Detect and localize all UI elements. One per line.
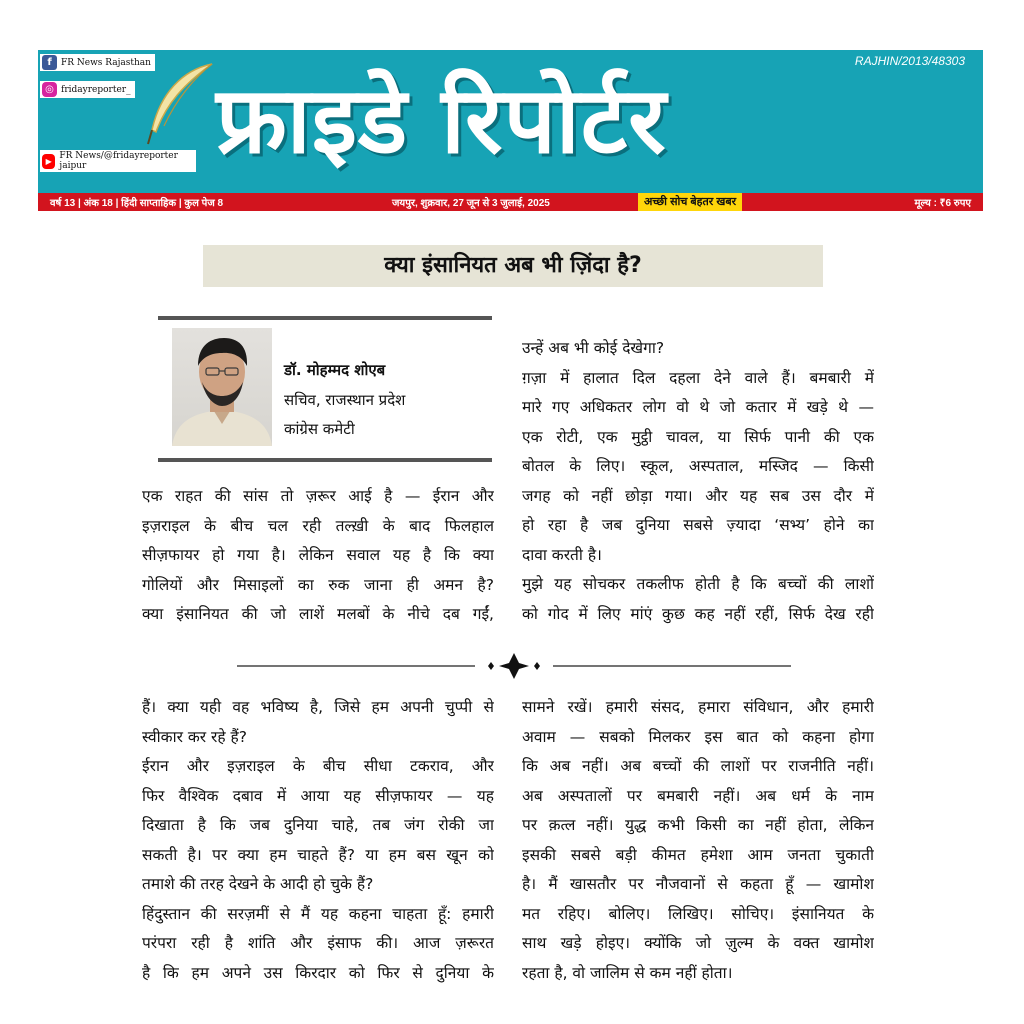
text-line: मुझे यह सोचकर तकलीफ होती है कि बच्चों की लाशों <box>522 575 874 593</box>
author-organization: कांग्रेस कमेटी <box>284 420 355 438</box>
instagram-link[interactable] <box>40 81 135 98</box>
author-photo <box>172 328 272 446</box>
article-headline: क्या इंसानियत अब भी ज़िंदा है? <box>203 245 823 287</box>
issue-info: वर्ष 13 | अंक 18 | हिंदी साप्ताहिक | कुल पेज 8 <box>50 198 224 209</box>
text-line: दावा करती है। <box>522 545 602 564</box>
text-line: है कि हम अपने उस किरदार को फिर से दुनिया के <box>142 963 494 982</box>
date-line: जयपुर, शुक्रवार, 27 जून से 3 जुलाई, 2025 <box>392 198 550 209</box>
text-line: ईरान और इज़राइल के बीच सीधा टकराव, और <box>142 757 494 775</box>
quill-icon <box>142 60 216 146</box>
text-line: उन्हें अब भी कोई देखेगा? <box>522 339 665 357</box>
article-column-4 <box>522 693 874 988</box>
text-line: इज़राइल के बीच चल रही तल्ख़ी के बाद फिलहाल <box>142 516 494 535</box>
text-line: साथ खड़े होइए। क्योंकि जो ज़ुल्म के वक्त खामोश <box>522 934 874 952</box>
text-line: अवाम — सबको मिलकर इस बात को कहना होगा <box>522 727 874 746</box>
text-line: तमाशे की तरह देखने के आदी हो चुके हैं? <box>142 875 374 893</box>
author-name: डॉ. मोहम्मद शोएब <box>284 361 386 379</box>
instagram-label: fridayreporter_ <box>61 84 131 95</box>
instagram-icon: ◎ <box>42 82 57 97</box>
text-line: हिंदुस्तान की सरज़मीं से मैं यह कहना चाहता हूँ: हमारी <box>142 904 494 923</box>
text-line: स्वीकार कर रहे हैं? <box>142 727 247 746</box>
text-line: गोलियों और मिसाइलों का रुक जाना ही अमन है? <box>142 575 494 594</box>
facebook-icon: f <box>42 55 57 70</box>
text-line: एक राहत की सांस तो ज़रूर आई है — ईरान और <box>142 487 494 505</box>
facebook-link[interactable] <box>40 54 155 71</box>
text-line: को गोद में लिए मांएं कुछ कह नहीं रहीं, सिर्फ देख रही <box>522 604 874 623</box>
article-column-1 <box>142 482 494 630</box>
text-line: कि अब नहीं। अब बच्चों की लाशों पर राजनीति नहीं। <box>522 757 874 775</box>
registration-number: RAJHIN/2013/48303 <box>854 54 965 68</box>
masthead-banner <box>38 50 983 193</box>
text-line: हैं। क्या यही वह भविष्य है, जिसे हम अपनी चुप्पी से <box>142 698 494 716</box>
price-label: मूल्य : ₹6 रुपए <box>914 198 971 209</box>
facebook-label: FR News Rajasthan <box>61 57 151 68</box>
youtube-label: FR News/@fridayreporter jaipur <box>59 151 178 171</box>
text-line: सीज़फायर हो गया है। लेकिन सवाल यह है कि क्या <box>142 546 494 564</box>
article-column-2 <box>522 334 874 629</box>
text-line: सकती है। पर क्या हम चाहते हैं? या हम बस खून को <box>142 845 494 864</box>
author-title: सचिव, राजस्थान प्रदेश <box>284 391 406 409</box>
text-line: पर क़त्ल नहीं। युद्ध कभी किसी का नहीं होता, लेकिन <box>522 816 874 834</box>
text-line: ग़ज़ा में हालात दिल दहला देने वाले हैं। बमबारी में <box>522 368 874 387</box>
text-line: मत रहिए। बोलिए। लिखिए। सोचिए। इंसानियत के <box>522 904 874 923</box>
youtube-icon: ▶ <box>42 154 55 169</box>
text-line: मारे गए अधिकतर लोग वो थे जो कतार में खड़े थे — <box>522 398 874 416</box>
text-line: फिर वैश्विक दबाव में आया यह सीज़फायर — यह <box>142 786 494 805</box>
text-line: सामने रखें। हमारी संसद, हमारा संविधान, और हमारी <box>522 698 874 716</box>
text-line: रहता है, वो जालिम से कम नहीं होता। <box>522 963 733 982</box>
text-line: क्या इंसानियत की जो लाशें मलबों के नीचे दब गईं, <box>142 605 494 623</box>
text-line: अब अस्पतालों पर बमबारी नहीं। अब धर्म के नाम <box>522 786 874 805</box>
text-line: एक रोटी, एक मुट्ठी चावल, या सिर्फ पानी की एक <box>522 427 874 446</box>
text-line: परंपरा रही है शांति और इंसाफ की। आज ज़रूरत <box>142 934 494 952</box>
youtube-link[interactable] <box>40 150 196 172</box>
text-line: जगह को नहीं छोड़ा गया। और यह सब उस दौर में <box>522 486 874 505</box>
text-line: बोतल के लिए। स्कूल, अस्पताल, मस्जिद — किसी <box>522 457 874 475</box>
section-divider-ornament <box>237 652 791 680</box>
tagline-badge: अच्छी सोच बेहतर खबर <box>638 193 742 211</box>
info-strip <box>38 193 983 211</box>
author-box <box>158 316 492 462</box>
text-line: दिखाता है कि जब दुनिया चाहे, तब जंग रोकी जा <box>142 816 494 834</box>
text-line: इसकी सबसे बड़ी कीमत हमेशा आम जनता चुकाती <box>522 845 874 864</box>
brand-logo: फ्राइडे रिपोर्टर <box>216 67 667 174</box>
article-column-3 <box>142 693 494 988</box>
text-line: है। मैं खासतौर पर नौजवानों से कहता हूँ — खामोश <box>522 875 874 893</box>
text-line: हो रहा है जब दुनिया सबसे ज़्यादा ‘सभ्य’ होने का <box>522 516 874 534</box>
